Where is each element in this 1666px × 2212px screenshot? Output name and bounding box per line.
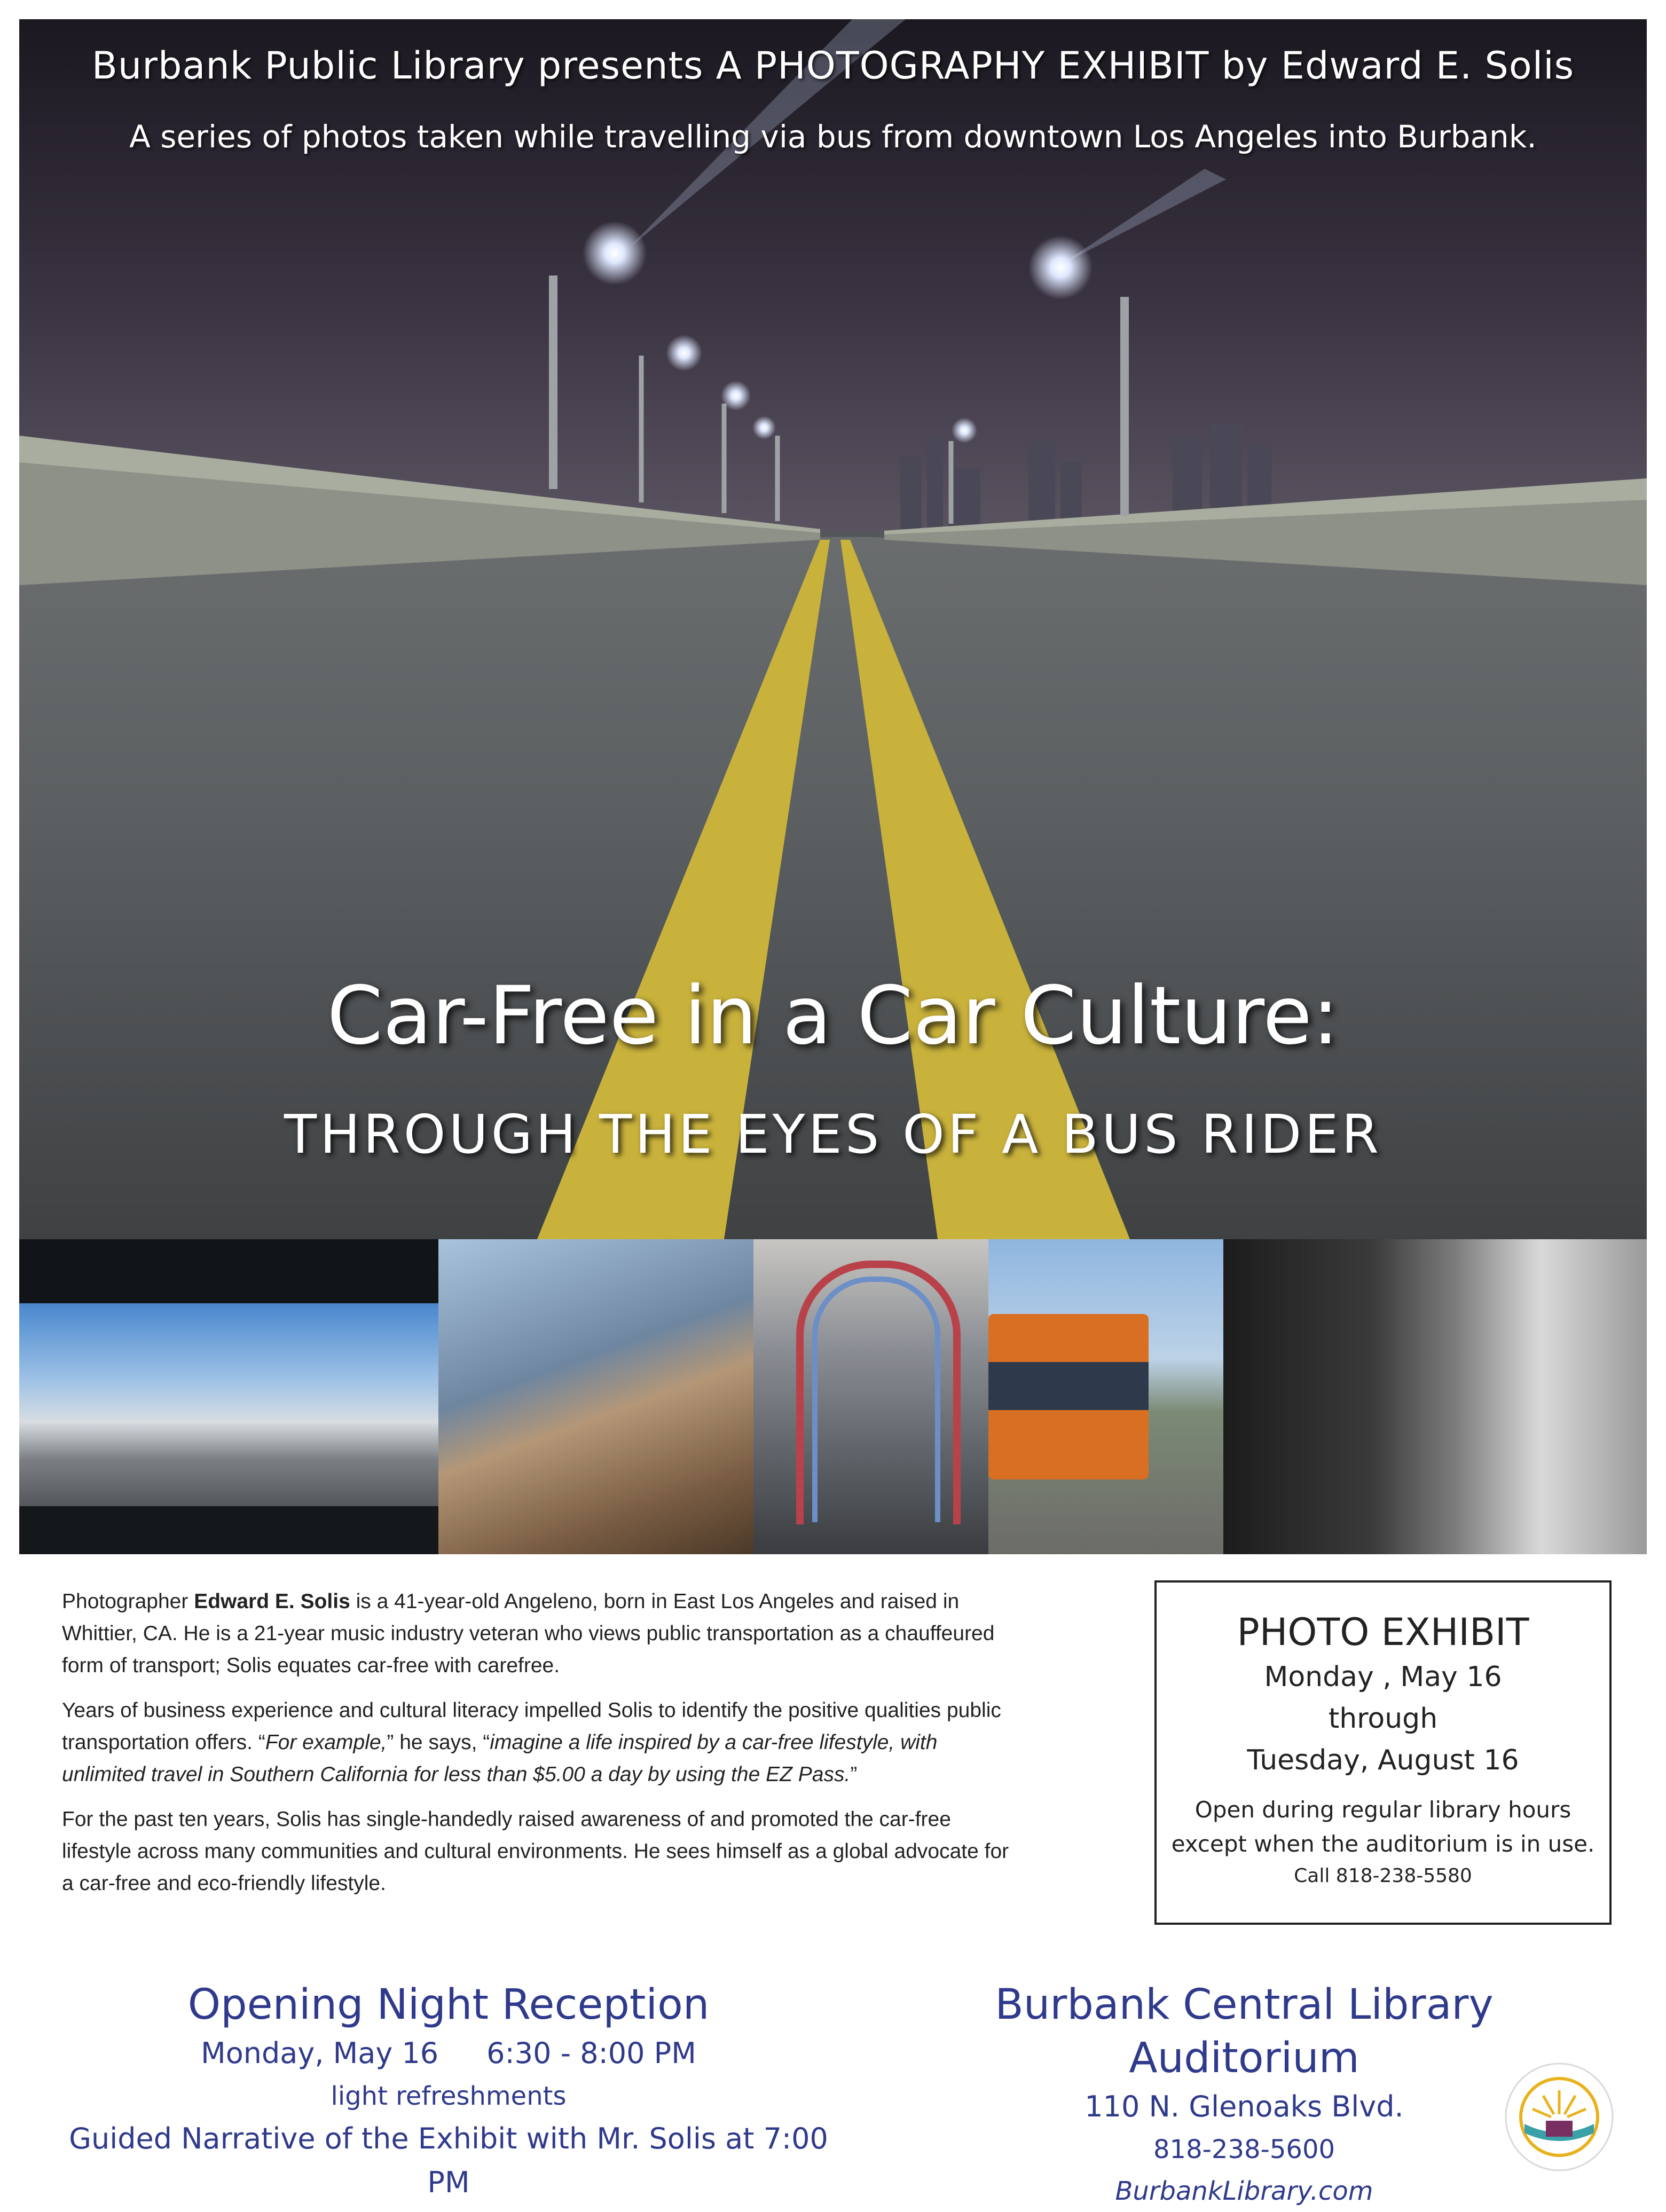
exhibit-title: Car-Free in a Car Culture:: [327, 970, 1339, 1062]
venue-info: [876, 1978, 1613, 2212]
exhibit-phone: Call 818-238-5580: [1294, 1865, 1472, 1887]
venue-title: Burbank Central Library Auditorium: [995, 1981, 1494, 2082]
library-logo: [1503, 2061, 1615, 2173]
photo-exhibit-box: [1154, 1580, 1612, 1925]
reception-date: Monday, May 16: [201, 2036, 439, 2070]
venue-website[interactable]: BurbankLibrary.com: [1115, 2176, 1373, 2206]
library-logo-icon: [1503, 2061, 1615, 2173]
venue-address: 110 N. Glenoaks Blvd.: [1085, 2090, 1404, 2123]
reception-refreshments: light refreshments: [331, 2081, 567, 2111]
bio-paragraph-1: Photographer Edward E. Solis is a 41-year-old Angeleno, born in East Los Angeles and raised in Whittier, CA. He is a 21-year music industry veteran who views public transportation as a chauffeured form of transport; Solis equates car-free with carefree.: [62, 1590, 995, 1677]
exhibit-presenter-line: Burbank Public Library presents A PHOTOGRAPHY EXHIBIT by Edward E. Solis: [91, 44, 1575, 88]
exhibit-through: through: [1328, 1703, 1438, 1735]
exhibit-subtitle: THROUGH THE EYES OF A BUS RIDER: [284, 1103, 1382, 1166]
photo-bridge-pillar: [438, 1239, 753, 1554]
photo-strip: [19, 1239, 1647, 1554]
reception-title: Opening Night Reception: [187, 1981, 710, 2029]
venue-phone: 818-238-5600: [1153, 2135, 1335, 2164]
bio-paragraph-2: Years of business experience and cultural literacy impelled Solis to identify the positive qualities public transportation offers. “For example,” he says, “imagine a life inspired by a car-free lifestyle, with unlimited travel in Southern California for less than $5.00 a day by using the EZ Pass.”: [62, 1699, 1001, 1786]
exhibit-hours: Open during regular library hours except when the auditorium is in use.: [1171, 1797, 1595, 1857]
bio-paragraph-3: For the past ten years, Solis has single-handedly raised awareness of and promoted the car-free lifestyle across many communities and cultural environments. He sees himself as a global advocate for a car-free and eco-friendly lifestyle.: [62, 1808, 1009, 1895]
photo-bus-windshield: [19, 1239, 438, 1554]
opening-reception: [53, 1978, 844, 2205]
photo-orange-bus: [988, 1239, 1223, 1554]
reception-datetime: [53, 2032, 844, 2075]
exhibit-end-date: Tuesday, August 16: [1247, 1744, 1519, 1776]
photo-station-tunnel: [753, 1239, 988, 1554]
exhibit-description-line: A series of photos taken while travelling via bus from downtown Los Angeles into Burbank.: [129, 119, 1537, 155]
exhibit-box-title: PHOTO EXHIBIT: [1237, 1610, 1529, 1654]
reception-narrative: Guided Narrative of the Exhibit with Mr. Solis at 7:00 PM: [69, 2122, 828, 2199]
photographer-bio: [62, 1586, 1023, 1912]
reception-time: 6:30 - 8:00 PM: [486, 2036, 696, 2070]
hero-photo: [19, 19, 1647, 1239]
photographer-name: Edward E. Solis: [194, 1590, 350, 1613]
photo-bus-interior: [1223, 1239, 1647, 1554]
exhibit-start-date: Monday , May 16: [1264, 1661, 1502, 1693]
